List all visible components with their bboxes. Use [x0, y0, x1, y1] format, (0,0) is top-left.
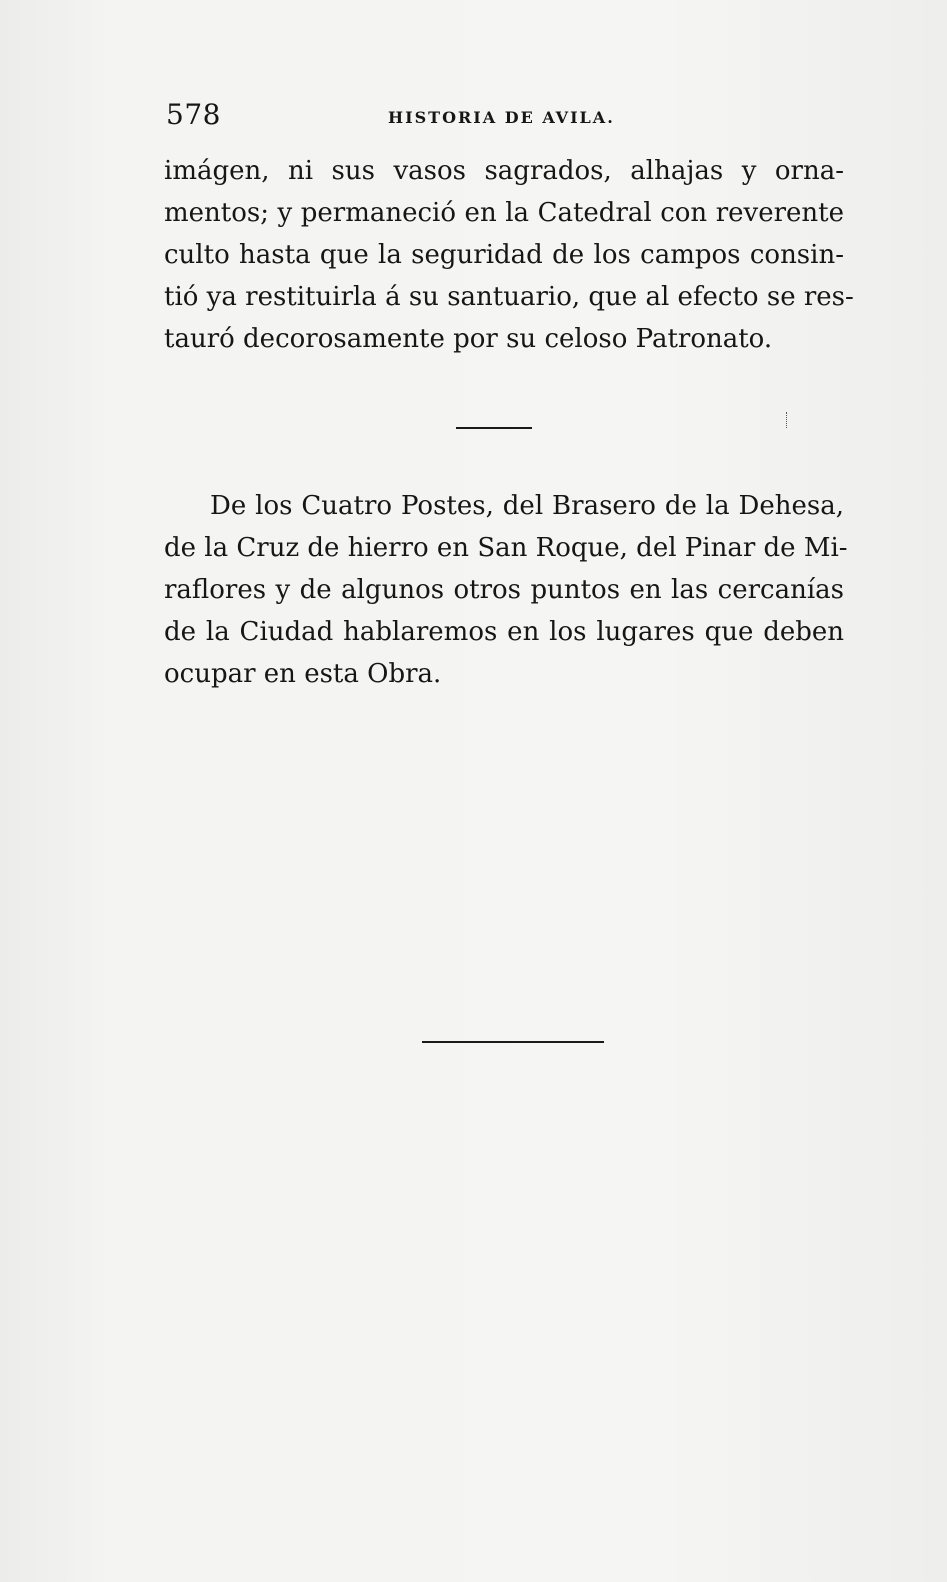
page-number: 578	[166, 98, 221, 131]
text-line: raflores y de algunos otros puntos en las cercanías	[164, 575, 844, 605]
text-line: de la Ciudad hablaremos en los lugares que deben	[164, 617, 844, 647]
section-divider	[456, 427, 532, 429]
text-line: mentos; y permaneció en la Catedral con reverente	[164, 198, 844, 228]
running-title: HISTORIA DE AVILA.	[388, 108, 615, 127]
paragraph-2	[164, 485, 848, 695]
text-line: De los Cuatro Postes, del Brasero de la Dehesa,	[210, 491, 844, 521]
page-header	[166, 98, 846, 138]
text-line: de la Cruz de hierro en San Roque, del Pinar de Mi-	[164, 533, 848, 563]
text-line: tió ya restituirla á su santuario, que al efecto se res-	[164, 282, 854, 312]
text-line: culto hasta que la seguridad de los campos consin-	[164, 240, 844, 270]
text-line: imágen, ni sus vasos sagrados, alhajas y orna-	[164, 156, 844, 186]
print-mark	[786, 412, 790, 428]
closing-divider	[422, 1041, 604, 1043]
paragraph-1	[164, 150, 854, 360]
text-line: ocupar en esta Obra.	[164, 659, 442, 689]
text-line: tauró decorosamente por su celoso Patronato.	[164, 324, 773, 354]
